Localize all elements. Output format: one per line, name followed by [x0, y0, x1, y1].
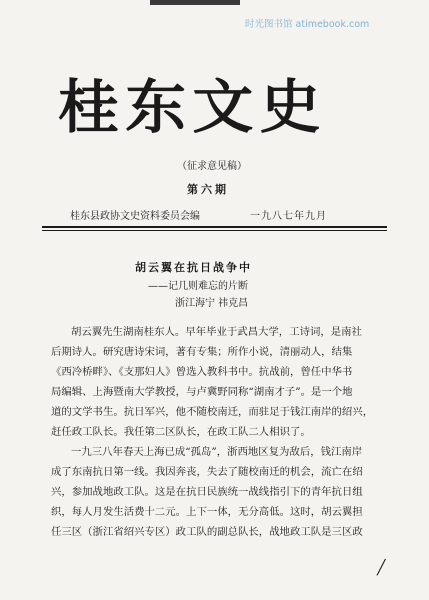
body-line: 《西冷桥畔》、《支那妇人》曾选入教科书中。抗战前，曾任中华书	[51, 366, 353, 378]
body-line: 道的文学书生。抗日军兴，他不随校南迁，而驻足于钱江南岸的绍兴，	[51, 406, 374, 418]
body-line: 局编辑、上海暨南大学教授，与卢冀野同称“湖南才子”。是一个地	[51, 386, 353, 398]
article-title: 胡云翼在抗日战争中	[135, 261, 252, 274]
publication-date: 一九八七年九月	[250, 211, 327, 222]
header-rule-thin	[42, 230, 387, 231]
masthead-title: 桂东文史	[58, 73, 327, 141]
draft-subtitle: （征求意见稿）	[177, 161, 247, 172]
header-rule	[42, 226, 387, 228]
editor-line: 桂东县政协文史资料委员会编	[70, 211, 200, 222]
corner-mark: ╱	[377, 560, 386, 576]
body-line: 后期诗人。研究唐诗宋词，著有专集；所作小说，清丽动人，结集	[51, 346, 353, 358]
watermark: 时光图书馆 atimebook.com	[245, 19, 370, 30]
body-line: 胡云翼先生湖南桂东人。早年毕业于武昌大学，工诗词，是南社	[71, 326, 362, 338]
body-line: 赶任政工队长。我任第二区队长，在政工队二人相识了。	[51, 426, 311, 438]
page-top-edge	[150, 0, 240, 5]
article-body	[51, 322, 391, 542]
body-line: 兴，参加战地政工队。这是在抗日民族统一战线指引下的青年抗日组	[51, 486, 363, 498]
article-subtitle: ——记几则难忘的片断	[148, 281, 248, 292]
body-line: 任三区（浙江省绍兴专区）政工队的副总队长，战地政工队是三区政	[51, 526, 363, 538]
body-line: 成了东南抗日第一线。我因奔丧，失去了随校南迁的机会，流亡在绍	[51, 466, 363, 478]
body-line: 织，每人月发生活费十二元。上下一体，无分高低。这时，胡云翼担	[51, 506, 363, 518]
body-line: 一九三八年春天上海已成“孤岛”，浙西地区复为敌后，钱江南岸	[71, 446, 363, 458]
article-author: 浙江海宁 祎克昌	[175, 298, 249, 309]
issue-number: 第六期	[187, 183, 229, 196]
